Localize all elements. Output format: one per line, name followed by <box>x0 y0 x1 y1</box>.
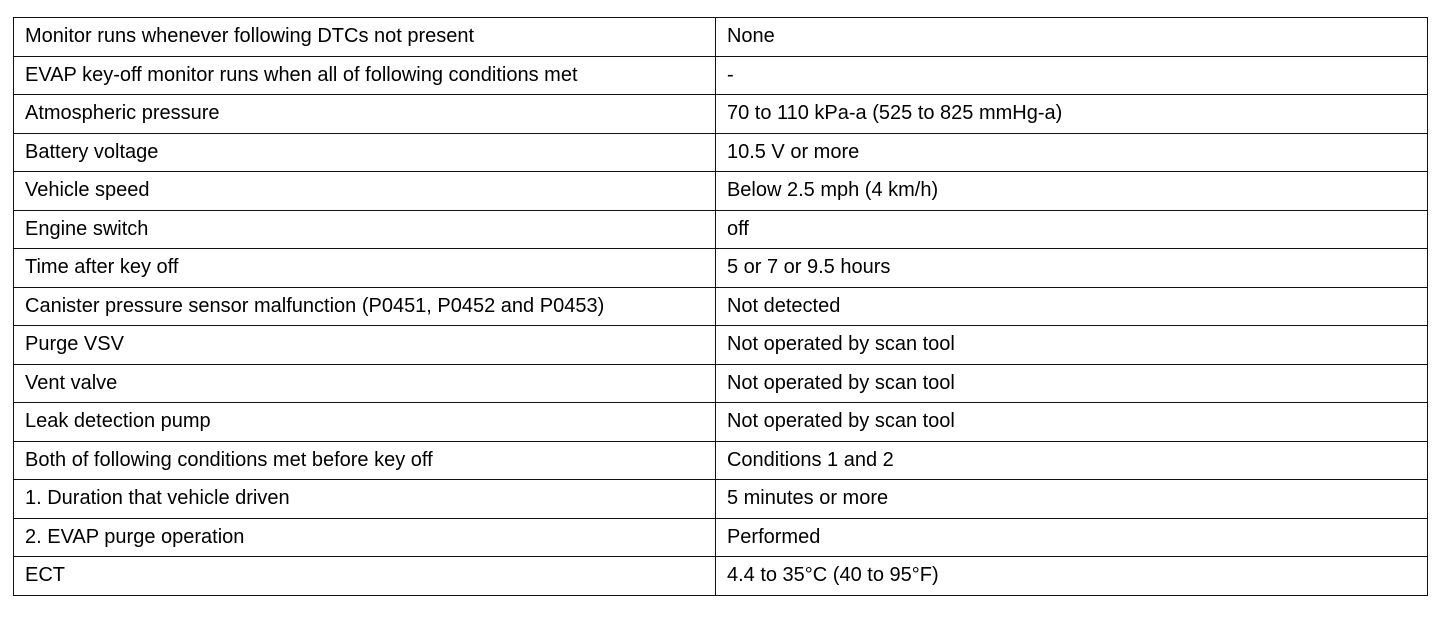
conditions-table <box>13 17 1428 596</box>
value-cell: Performed <box>715 518 1427 557</box>
condition-cell: Battery voltage <box>14 133 716 172</box>
table-row <box>14 133 1428 172</box>
condition-cell: Atmospheric pressure <box>14 95 716 134</box>
condition-cell: Vent valve <box>14 364 716 403</box>
condition-cell: Both of following conditions met before key off <box>14 441 716 480</box>
condition-cell: 2. EVAP purge operation <box>14 518 716 557</box>
value-cell: Not detected <box>715 287 1427 326</box>
value-cell: Conditions 1 and 2 <box>715 441 1427 480</box>
condition-cell: EVAP key-off monitor runs when all of following conditions met <box>14 56 716 95</box>
table-row <box>14 326 1428 365</box>
value-cell: off <box>715 210 1427 249</box>
table-row <box>14 287 1428 326</box>
table-row <box>14 56 1428 95</box>
condition-cell: 1. Duration that vehicle driven <box>14 480 716 519</box>
value-cell: Not operated by scan tool <box>715 326 1427 365</box>
value-cell: Below 2.5 mph (4 km/h) <box>715 172 1427 211</box>
table-row <box>14 518 1428 557</box>
table-row <box>14 557 1428 596</box>
table-row <box>14 249 1428 288</box>
value-cell: 70 to 110 kPa-a (525 to 825 mmHg-a) <box>715 95 1427 134</box>
table-row <box>14 441 1428 480</box>
value-cell: - <box>715 56 1427 95</box>
table-row <box>14 210 1428 249</box>
condition-cell: Canister pressure sensor malfunction (P0451, P0452 and P0453) <box>14 287 716 326</box>
condition-cell: Monitor runs whenever following DTCs not present <box>14 18 716 57</box>
table-row <box>14 95 1428 134</box>
value-cell: 4.4 to 35°C (40 to 95°F) <box>715 557 1427 596</box>
condition-cell: Purge VSV <box>14 326 716 365</box>
table-row <box>14 403 1428 442</box>
condition-cell: Engine switch <box>14 210 716 249</box>
value-cell: Not operated by scan tool <box>715 364 1427 403</box>
value-cell: 10.5 V or more <box>715 133 1427 172</box>
condition-cell: ECT <box>14 557 716 596</box>
value-cell: Not operated by scan tool <box>715 403 1427 442</box>
value-cell: 5 minutes or more <box>715 480 1427 519</box>
condition-cell: Time after key off <box>14 249 716 288</box>
table-row <box>14 480 1428 519</box>
condition-cell: Vehicle speed <box>14 172 716 211</box>
condition-cell: Leak detection pump <box>14 403 716 442</box>
value-cell: 5 or 7 or 9.5 hours <box>715 249 1427 288</box>
value-cell: None <box>715 18 1427 57</box>
table-row <box>14 172 1428 211</box>
table-row <box>14 18 1428 57</box>
table-row <box>14 364 1428 403</box>
